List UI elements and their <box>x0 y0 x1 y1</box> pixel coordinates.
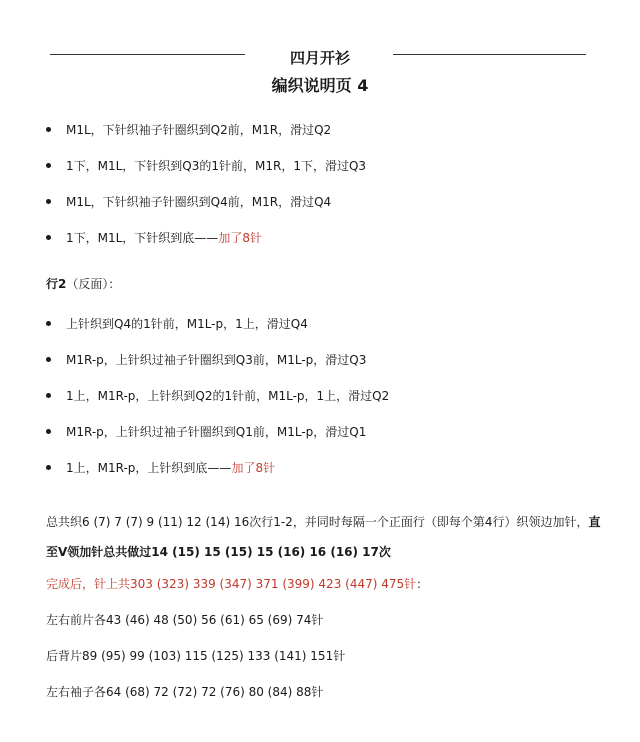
completion-line <box>46 573 616 609</box>
page-subtitle: 编织说明页 4 <box>271 76 369 95</box>
bullet-icon <box>46 393 51 398</box>
page-header <box>0 44 640 104</box>
summary-text: 总共织6 (7) 7 (7) 9 (11) 12 (14) 16次行1-2，并同时每隔一个正面行（即每个第4行）织领边加针， <box>46 515 589 529</box>
step-text: 1上，M1R-p，上针织到Q2的1针前，M1L-p，1上，滑过Q2 <box>66 389 390 403</box>
summary-bold-text: 直至V领加针总共做过14 (15) 15 (15) 15 (16) 16 (16) 17次 <box>46 515 601 559</box>
step-text: M1R-p，上针织过袖子针圈织到Q1前，M1L-p，滑过Q1 <box>66 425 367 439</box>
list-item <box>46 421 616 457</box>
bullet-icon <box>46 321 51 326</box>
list-item <box>46 191 616 227</box>
completion-prefix: 完成后， <box>46 577 95 591</box>
row2-heading-side: （反面）： <box>66 277 121 291</box>
row1-step-list <box>46 119 616 263</box>
repeat-summary <box>46 507 601 567</box>
stitch-increase-note: 加了8针 <box>218 231 262 245</box>
bullet-icon <box>46 127 51 132</box>
list-item <box>46 349 616 385</box>
instructions-body <box>46 119 616 717</box>
list-item <box>46 457 616 493</box>
step-text: M1R-p，上针织过袖子针圈织到Q3前，M1L-p，滑过Q3 <box>66 353 367 367</box>
list-item <box>46 119 616 155</box>
page-title: 四月开衫 <box>289 49 350 67</box>
bullet-icon <box>46 199 51 204</box>
bullet-icon <box>46 465 51 470</box>
front-count: 左右前片各43 (46) 48 (50) 56 (61) 65 (69) 74针 <box>46 613 324 627</box>
bullet-icon <box>46 163 51 168</box>
stitch-increase-note: 加了8针 <box>231 461 276 475</box>
row2-step-list <box>46 313 616 493</box>
back-count: 后背片89 (95) 99 (103) 115 (125) 133 (141) 151针 <box>46 649 346 663</box>
list-item <box>46 227 616 263</box>
bullet-icon <box>46 429 51 434</box>
row2-heading <box>46 273 616 313</box>
list-item <box>46 155 616 191</box>
completion-suffix: ： <box>416 577 429 591</box>
row2-heading-label: 行2 <box>46 277 67 291</box>
step-text: M1L，下针织袖子针圈织到Q4前，M1R，滑过Q4 <box>66 195 332 209</box>
step-text: 上针织到Q4的1针前，M1L-p，1上，滑过Q4 <box>66 317 308 331</box>
completion-total: 针上共303 (323) 339 (347) 371 (399) 423 (447) 475针 <box>94 577 417 591</box>
step-text: M1L，下针织袖子针圈织到Q2前，M1R，滑过Q2 <box>66 123 332 137</box>
bullet-icon <box>46 235 51 240</box>
bullet-icon <box>46 357 51 362</box>
step-text: 1下，M1L，下针织到Q3的1针前，M1R，1下，滑过Q3 <box>66 159 367 173</box>
step-text: 1下，M1L，下针织到底—— <box>66 231 219 245</box>
sleeve-count: 左右袖子各64 (68) 72 (72) 72 (76) 80 (84) 88针 <box>46 685 324 699</box>
step-text: 1上，M1R-p，上针织到底—— <box>66 461 232 475</box>
list-item <box>46 313 616 349</box>
list-item <box>46 385 616 421</box>
